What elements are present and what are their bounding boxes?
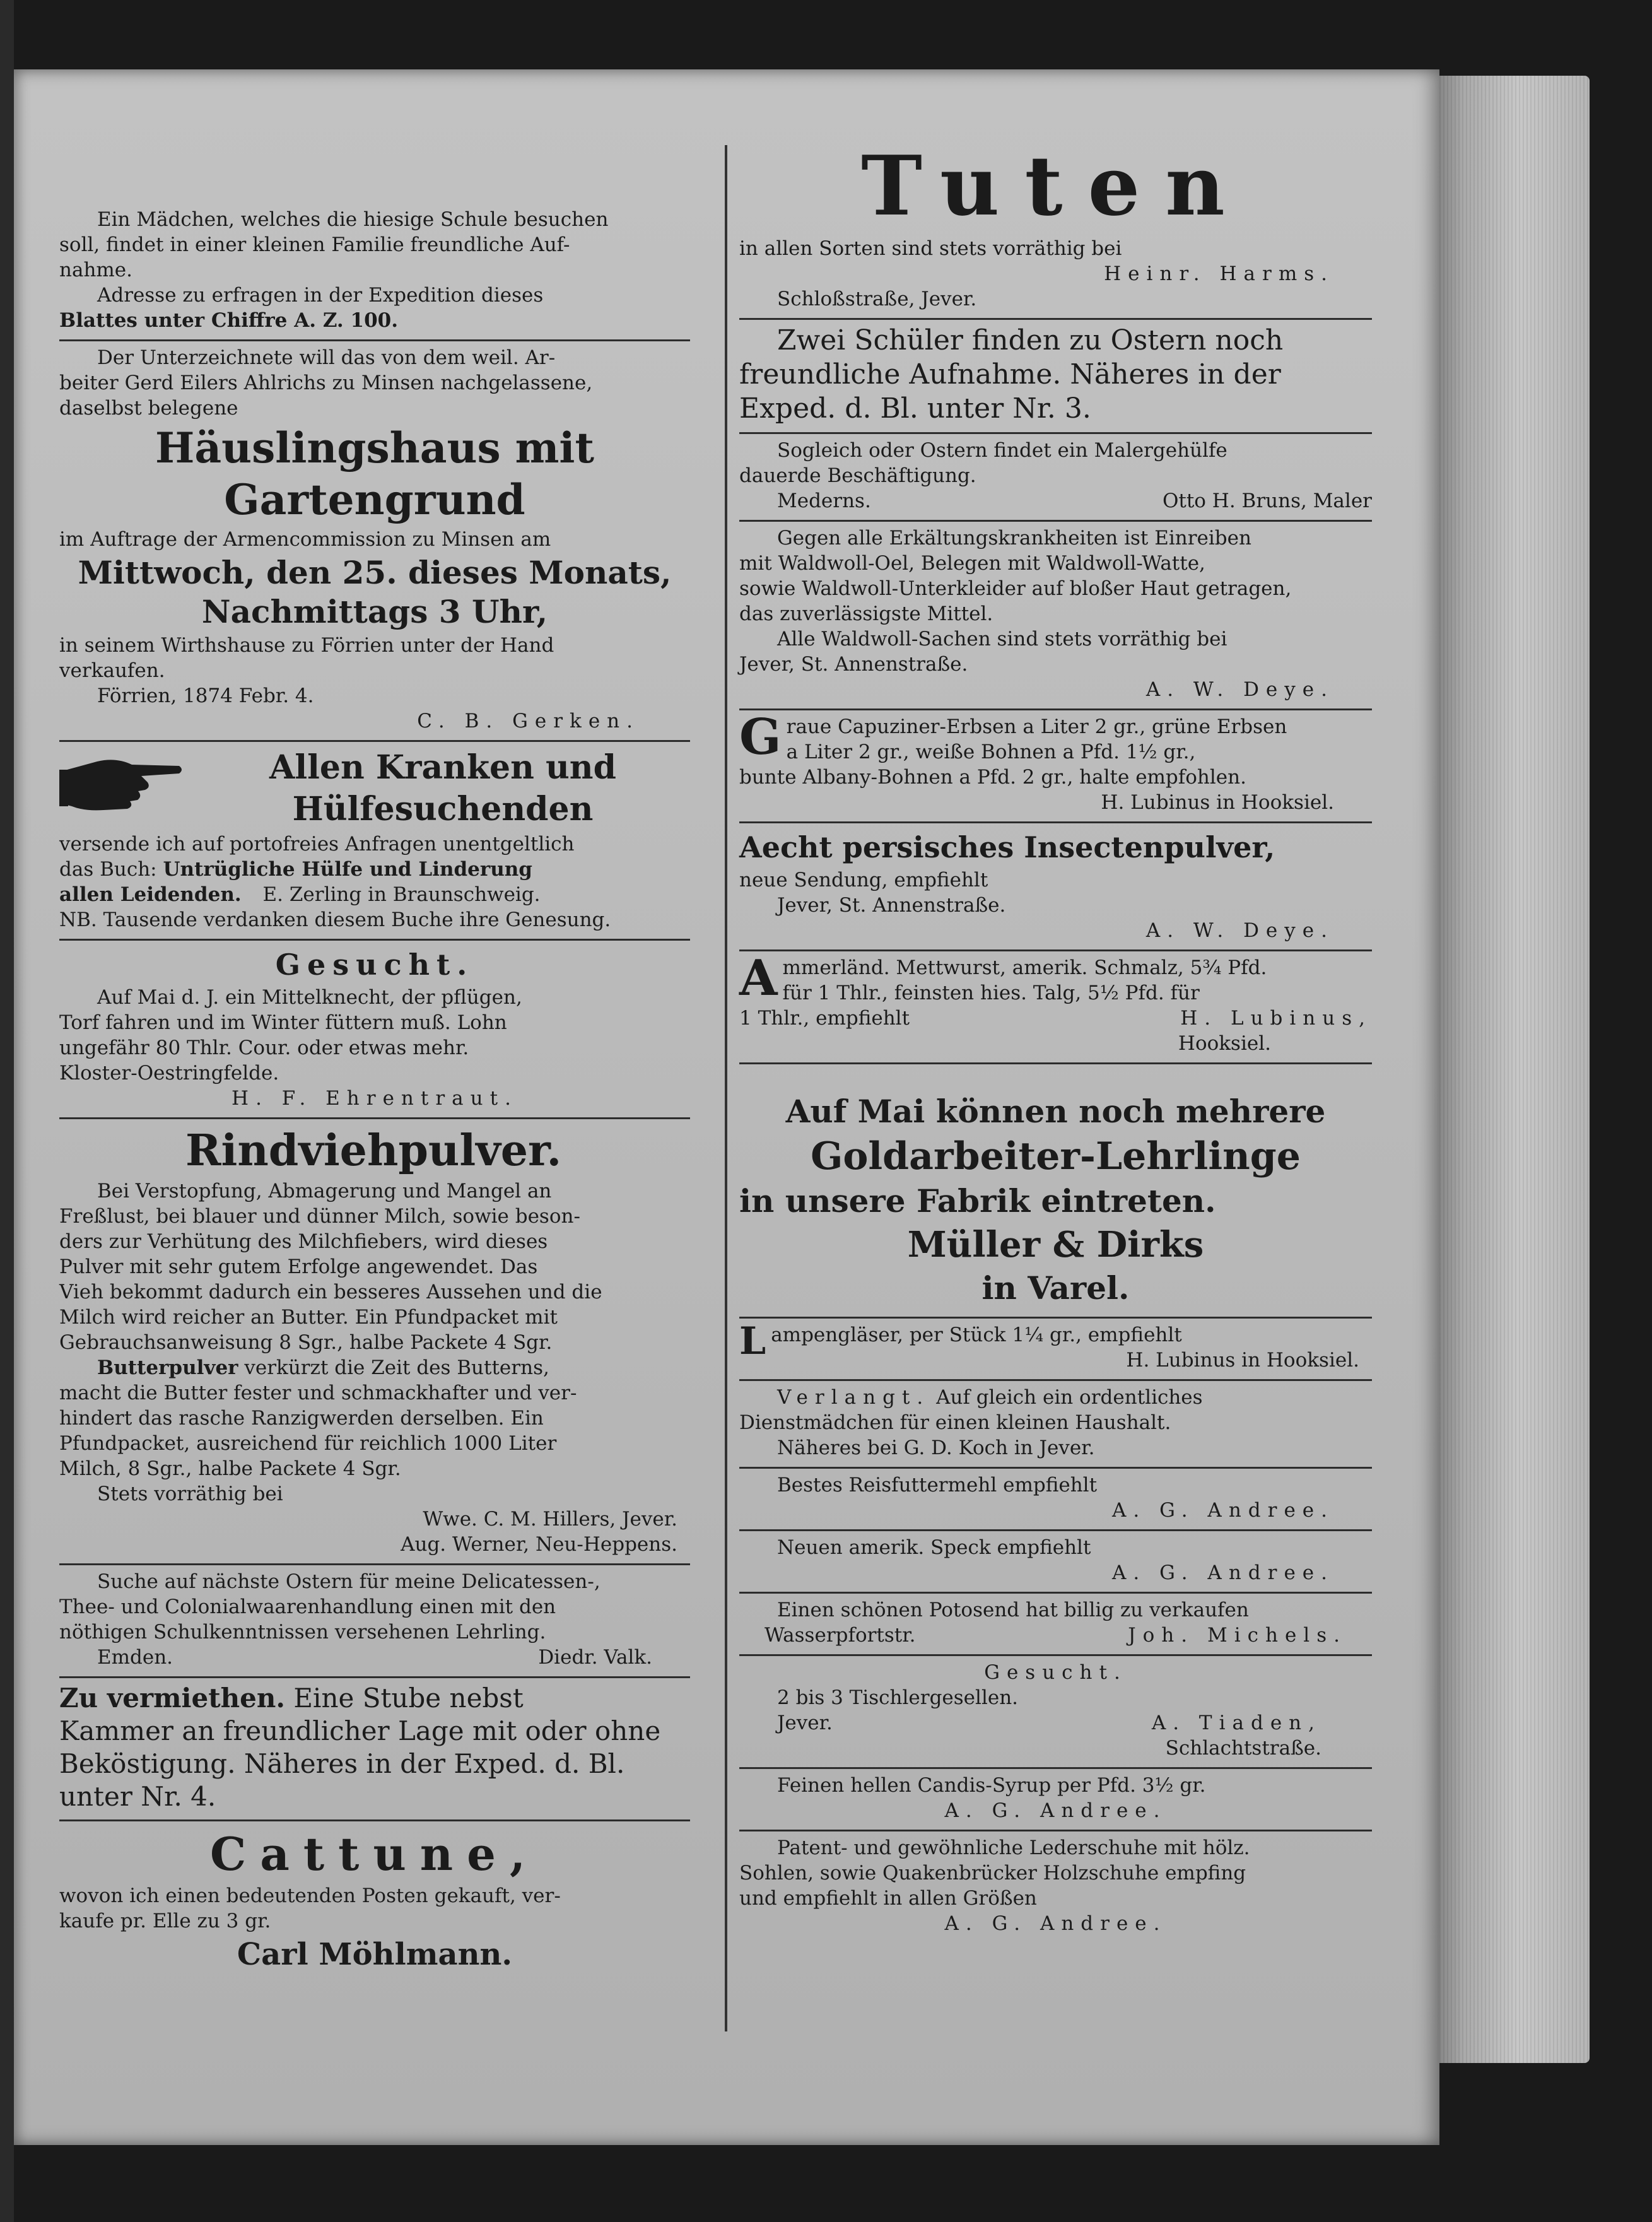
ad-kranke (59, 742, 690, 941)
ad-signature: H. Lubinus, (1180, 1007, 1372, 1030)
ad-reisfuttermehl (739, 1469, 1372, 1531)
ad-signature: H. F. Ehrentraut. (231, 1087, 518, 1110)
ad-place: Hooksiel. (1178, 1032, 1271, 1055)
ad-signature: A. G. Andree. (1111, 1561, 1334, 1584)
ad-text-bold: allen Leidenden. (59, 883, 242, 906)
ad-text (59, 857, 690, 882)
ad-initial: L (739, 1319, 766, 1363)
ad-text: Blattes unter Chiffre A. Z. 100. (59, 309, 399, 332)
ad-text: Milch wird reicher an Butter. Ein Pfundpacket mit (59, 1306, 558, 1329)
ad-text: 2 bis 3 Tischlergesellen. (777, 1686, 1019, 1709)
ad-rindviehpulver (59, 1119, 690, 1565)
ad-text: Milch, 8 Sgr., halbe Packete 4 Sgr. (59, 1457, 401, 1480)
ad-address: Schloßstraße, Jever. (777, 288, 977, 310)
ad-text: Sogleich oder Ostern findet ein Malergehülfe (777, 439, 1227, 462)
ad-header (59, 746, 690, 832)
ad-text: macht die Butter fester und schmackhafter und ver- (59, 1382, 577, 1404)
ad-signature: H. Lubinus in Hooksiel. (1126, 1349, 1359, 1372)
ad-text: in allen Sorten sind stets vorräthig bei (739, 237, 1122, 260)
ad-text: nöthigen Schulkenntnissen versehenen Lehrling. (59, 1621, 546, 1643)
ad-text: Der Unterzeichnete will das von dem weil. Ar- (97, 346, 556, 369)
ad-signature: A. G. Andree. (944, 1912, 1167, 1935)
ad-zwei-schueler (739, 320, 1372, 434)
ad-text (59, 1355, 690, 1380)
ad-signature: A. G. Andree. (944, 1799, 1167, 1822)
ad-lederschuhe (739, 1831, 1372, 1943)
ad-footer (739, 1623, 1372, 1648)
ad-lampenglaeser (739, 1319, 1372, 1381)
ad-signature: Otto H. Bruns, Maler (1162, 490, 1372, 512)
ad-signature: Diedr. Valk. (538, 1646, 652, 1669)
ad-text: nahme. (59, 259, 133, 281)
pointing-hand-icon (59, 746, 185, 821)
ad-text: Zwei Schüler finden zu Ostern noch (777, 324, 1284, 356)
ad-text: ampengläser, per Stück 1¼ gr., empfiehlt (771, 1324, 1182, 1346)
ad-text: Näheres bei G. D. Koch in Jever. (777, 1437, 1095, 1459)
ad-speck (739, 1531, 1372, 1594)
ad-footer (59, 1645, 690, 1670)
ad-initial: A (739, 949, 778, 1007)
ad-text: versende ich auf portofreies Anfragen unentgeltlich (59, 833, 575, 855)
ad-headline: Auf Mai können noch mehrere (785, 1093, 1326, 1130)
ad-footer (739, 488, 1372, 514)
ad-text: kaufe pr. Elle zu 3 gr. (59, 1910, 271, 1932)
ad-text: Bei Verstopfung, Abmagerung und Mangel an (97, 1180, 552, 1202)
ad-initial: G (739, 708, 782, 766)
ad-text: NB. Tausende verdanken diesem Buche ihre Genesung. (59, 908, 611, 931)
ad-text: dauerde Beschäftigung. (739, 464, 976, 487)
ad-text: daselbst belegene (59, 397, 238, 420)
ad-text-bold: Untrügliche Hülfe und Linderung (163, 858, 532, 881)
ad-text: ungefähr 80 Thlr. Cour. oder etwas mehr. (59, 1037, 469, 1059)
ad-tuten (739, 132, 1372, 320)
ad-text: Gebrauchsanweisung 8 Sgr., halbe Packete 4 Sgr. (59, 1331, 553, 1354)
ad-signature: A. G. Andree. (1111, 1499, 1334, 1522)
ad-text: wovon ich einen bedeutenden Posten gekauft, ver- (59, 1884, 561, 1907)
ad-text: Dienstmädchen für einen kleinen Haushalt. (739, 1411, 1171, 1434)
ad-text: Torf fahren und im Winter füttern muß. Lohn (59, 1011, 507, 1034)
ad-place: in Varel. (981, 1269, 1130, 1307)
ad-lehrling-emden (59, 1565, 690, 1678)
ad-text (59, 1682, 690, 1715)
book-page-stack (1432, 76, 1590, 2063)
ad-date: Mittwoch, den 25. dieses Monats, (78, 554, 672, 591)
ad-signature: C. B. Gerken. (417, 710, 640, 732)
ad-place: Mederns. (777, 490, 871, 512)
ad-text: Adresse zu erfragen in der Expedition dieses (97, 284, 544, 307)
ad-text (59, 882, 690, 907)
ad-signature: Heinr. Harms. (1104, 262, 1334, 285)
ad-text: Pulver mit sehr gutem Erfolge angewendet. Das (59, 1255, 538, 1278)
ad-text: Alle Waldwoll-Sachen sind stets vorräthig bei (777, 628, 1227, 650)
ad-signature: A. W. Deye. (1145, 678, 1334, 701)
ad-headline-group (196, 746, 690, 832)
ad-place: Emden. (97, 1646, 173, 1669)
newspaper-page (14, 69, 1439, 2145)
ad-potosend (739, 1594, 1372, 1656)
ad-text: Suche auf nächste Ostern für meine Delicatessen-, (97, 1570, 600, 1593)
ad-signature: H. Lubinus in Hooksiel. (1101, 791, 1334, 814)
ad-headline: Gartengrund (224, 475, 525, 524)
ad-headline: in unsere Fabrik eintreten. (739, 1182, 1216, 1220)
ad-text: Sohlen, sowie Quakenbrücker Holzschuhe empfing (739, 1862, 1246, 1884)
ad-text-bold: Butterpulver (97, 1356, 238, 1379)
book-spine-edge (0, 0, 14, 2222)
ad-text: Patent- und gewöhnliche Lederschuhe mit hölz. (777, 1837, 1250, 1859)
ad-place: Förrien, 1874 Febr. 4. (97, 685, 314, 707)
ad-malergehuelfe (739, 434, 1372, 522)
ad-text-post: E. Zerling in Braunschweig. (262, 883, 541, 906)
ad-insectenpulver (739, 823, 1372, 951)
ad-vermiethen (59, 1678, 690, 1821)
ad-text: freundliche Aufnahme. Näheres in der (739, 358, 1281, 391)
ad-waldwoll (739, 522, 1372, 710)
ad-text-lead: Verlangt. (777, 1386, 930, 1409)
ad-footer (739, 1006, 1372, 1031)
ad-text: Bestes Reisfuttermehl empfiehlt (777, 1474, 1098, 1496)
ad-text: Thee- und Colonialwaarenhandlung einen mit den (59, 1596, 556, 1618)
ad-text: Jever, St. Annenstraße. (739, 653, 968, 676)
ad-place: Jever. (777, 1712, 833, 1734)
ad-place: Wasserpfortstr. (764, 1624, 916, 1647)
column-divider (725, 145, 727, 2031)
ad-text: Gegen alle Erkältungskrankheiten ist Einreiben (777, 527, 1251, 550)
ad-text: verkaufen. (59, 659, 165, 682)
left-column (59, 132, 690, 1982)
ad-signature: A. Tiaden, (1151, 1712, 1321, 1734)
ad-text: und empfiehlt in allen Größen (739, 1887, 1037, 1910)
ad-headline: Gesucht. (275, 948, 474, 982)
ad-seller: Wwe. C. M. Hillers, Jever. (423, 1508, 677, 1531)
ad-time: Nachmittags 3 Uhr, (201, 593, 548, 630)
ad-text: für 1 Thlr., feinsten hies. Talg, 5½ Pfd. für (782, 982, 1200, 1004)
ad-text: bunte Albany-Bohnen a Pfd. 2 gr., halte empfohlen. (739, 766, 1246, 789)
ad-headline: Rindviehpulver. (185, 1126, 562, 1176)
ad-headline: Aecht persisches Insectenpulver, (739, 830, 1275, 864)
ad-text: mmerländ. Mettwurst, amerik. Schmalz, 5¾ Pfd. (782, 956, 1267, 979)
ad-text-rest: verkürzt die Zeit des Butterns, (244, 1356, 549, 1379)
ad-text: Beköstigung. Näheres in der Exped. d. Bl. (59, 1748, 625, 1779)
ad-text: Auf Mai d. J. ein Mittelknecht, der pflügen, (97, 986, 522, 1009)
ad-headline: Allen Kranken und (269, 748, 616, 787)
ad-text: soll, findet in einer kleinen Familie freundliche Auf- (59, 233, 570, 256)
ad-mettwurst (739, 951, 1372, 1064)
ad-text-rest: Eine Stube nebst (293, 1683, 524, 1714)
ad-headline: Cattune, (209, 1827, 540, 1881)
ad-haeuslingshaus (59, 341, 690, 742)
ad-text: Kammer an freundlicher Lage mit oder ohne (59, 1715, 661, 1746)
ad-headline: Tuten (861, 138, 1250, 234)
ad-address: Schlachtstraße. (1165, 1737, 1321, 1760)
ad-text: mit Waldwoll-Oel, Belegen mit Waldwoll-Watte, (739, 552, 1205, 575)
ad-text: Freßlust, bei blauer und dünner Milch, sowie beson- (59, 1205, 580, 1228)
ad-gesucht-knecht (59, 941, 690, 1119)
ad-text (739, 1385, 1372, 1410)
ad-firm: Müller & Dirks (907, 1224, 1204, 1266)
ad-text: Einen schönen Potosend hat billig zu verkaufen (777, 1599, 1249, 1621)
ad-seller: Aug. Werner, Neu-Heppens. (401, 1533, 677, 1556)
ad-goldarbeiter (739, 1064, 1372, 1319)
ad-erbsen (739, 710, 1372, 823)
ad-text: Exped. d. Bl. unter Nr. 3. (739, 392, 1091, 425)
ad-text: unter Nr. 4. (59, 1781, 216, 1812)
ad-tischlergesellen (739, 1656, 1372, 1769)
ad-text: Ein Mädchen, welches die hiesige Schule besuchen (97, 208, 609, 231)
ad-text: Neuen amerik. Speck empfiehlt (777, 1536, 1091, 1559)
right-column (739, 132, 1372, 1943)
ad-place: Kloster-Oestringfelde. (59, 1062, 279, 1085)
ad-headline: Goldarbeiter-Lehrlinge (811, 1134, 1301, 1179)
ad-dienstmaedchen (739, 1381, 1372, 1469)
ad-cattune (59, 1821, 690, 1982)
ad-text: im Auftrage der Armencommission zu Minsen am (59, 528, 551, 551)
ad-text: Feinen hellen Candis-Syrup per Pfd. 3½ gr. (777, 1774, 1206, 1797)
ad-text: raue Capuziner-Erbsen a Liter 2 gr., grüne Erbsen (786, 715, 1287, 738)
ad-text-pre: das Buch: (59, 858, 157, 881)
ad-text: sowie Waldwoll-Unterkleider auf bloßer Haut getragen, (739, 577, 1292, 600)
ad-footer (739, 1710, 1372, 1736)
ad-text: a Liter 2 gr., weiße Bohnen a Pfd. 1½ gr., (786, 741, 1196, 763)
ad-text: neue Sendung, empfiehlt (739, 869, 988, 891)
ad-signature: Joh. Michels. (1128, 1624, 1347, 1647)
ad-text: in seinem Wirthshause zu Förrien unter der Hand (59, 634, 554, 657)
ad-text: das zuverlässigste Mittel. (739, 603, 993, 625)
ad-signature: A. W. Deye. (1145, 919, 1334, 942)
ad-headline: Hülfesuchenden (292, 790, 594, 828)
ad-text: Vieh bekommt dadurch ein besseres Aussehen und die (59, 1281, 602, 1303)
ad-text: Jever, St. Annenstraße. (777, 894, 1006, 917)
ad-text: Stets vorräthig bei (97, 1483, 283, 1505)
ad-headline: Häuslingshaus mit (155, 423, 594, 473)
ad-text-bold: Zu vermiethen. (59, 1683, 286, 1714)
ad-headline: Gesucht. (984, 1661, 1127, 1684)
ad-text: ders zur Verhütung des Milchfiebers, wird dieses (59, 1230, 548, 1253)
ad-text: beiter Gerd Eilers Ahlrichs zu Minsen nachgelassene, (59, 372, 593, 394)
ad-signature: Carl Möhlmann. (237, 1937, 513, 1972)
ad-text: hindert das rasche Ranzigwerden derselben. Ein (59, 1407, 544, 1430)
ad-text: Pfundpacket, ausreichend für reichlich 1000 Liter (59, 1432, 557, 1455)
ad-text: 1 Thlr., empfiehlt (739, 1007, 910, 1030)
ad-candis-syrup (739, 1769, 1372, 1831)
ad-maedchen (59, 132, 690, 341)
ad-text-rest: Auf gleich ein ordentliches (936, 1386, 1203, 1409)
